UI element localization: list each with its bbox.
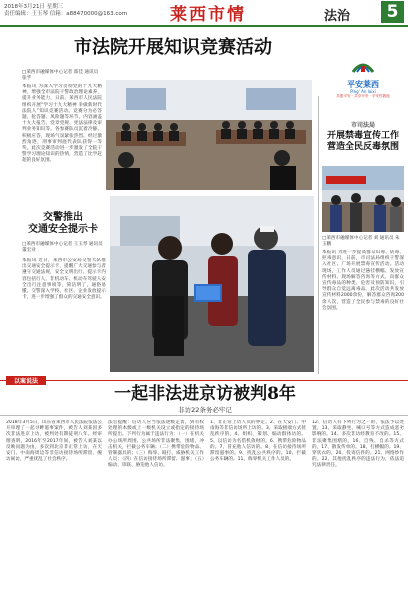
right-body: 本报讯 为进一步提高群众识毒、防毒、拒毒意识，日前，市司法局组织干警深入社区、广场开展禁毒宣传活动。活动现场，工作人员通过悬挂横幅、发放宣传材料、现场解答咨询等方式，向群众宣传毒品的种类、危害及预防知识，引导群众自觉远离毒品。此次活动共发放宣传材料2000余份，解答群众咨询200余人次，营造了全民参与禁毒的良好社会氛围。 <box>322 250 404 311</box>
traffic-photo <box>110 196 314 372</box>
lead-byline: □莱西市融媒体中心记者 邵佳 通讯员 张孚 <box>22 70 99 81</box>
section-name: 法治 <box>324 9 351 24</box>
lead-body: 本报讯 为深入学习贯彻党的十九大精神，增强全市法院干警政治理论素养，提升业务能力，日前，莱西市人民法院组织开展“学习十九大精神 争做新时代法院人”知识竞赛活动。竞赛分为必答题、抢答题、风险题等环节，内容涵盖十九大报告、党章党规、宪法法律及审判业务知识等。各参赛队员沉着冷静、积极应答，现场气氛紧张热烈。经过激烈角逐，刑事审判庭代表队获得一等奖。此次竞赛活动进一步激发了全院干警学习理论知识的热情，营造了比学赶超的良好氛围。 <box>22 84 102 164</box>
case-body-col3: 1、非正常上访人员的界定。2、在天安门、中南海等非信访场所上访的。3、采取极端方式扰乱秩序的。4、组织、策划、煽动群体访的。5、以信访为名借机敛财的。6、携带危险物品的。7、冒充他人信访的。8、在信访接待场所滞留滋事的。9、扰乱公共秩序的。10、拦截公务车辆的。11、侮辱机关工作人员的。 <box>210 420 306 463</box>
logo-pinyin: Ping' An laixi <box>350 89 376 94</box>
traffic-byline: □莱西市融媒体中心记者 王玉琴 通讯员 董宏业 <box>22 242 103 253</box>
right-headline-line3: 营造全民反毒氛围 <box>326 142 399 152</box>
traffic-headline-line2: 交通安全提示卡 <box>28 224 98 235</box>
logo-slogan: 共建平安 · 共享平安 · 平安你我他 <box>336 94 390 98</box>
case-subtitle: 非访22条务必牢记 <box>178 406 232 414</box>
right-headline-kicker: 市司法局 <box>350 122 375 129</box>
case-rule <box>0 415 408 416</box>
issue-date: 2018年3月21日 星期三 <box>4 4 64 10</box>
anti-drug-scene-image <box>322 166 404 232</box>
column-divider <box>318 96 319 374</box>
right-photo <box>322 166 404 232</box>
header-rule <box>0 25 408 27</box>
logo-title: 平安莱西 <box>347 80 379 89</box>
masthead <box>148 2 268 25</box>
case-body-col1: 2018年3月5日，山东省莱西市人民法院依法公开审理了一起寻衅滋事案件，被告人刘某因多次非法进京上访，被判处有期徒刑八年。经审理查明，2016年至2017年间，被告人刘某以反映问题为由，多次到北京非正常上访，在天安门、中南海周边等非信访接待场所滞留、缠访闹访，严重扰乱了社会秩序。 <box>6 420 102 463</box>
ping-an-emblem-icon <box>323 56 403 76</box>
competition-scene-image <box>106 80 312 190</box>
ping-an-laixi-logo <box>323 56 403 98</box>
section-tag: 以案说法 <box>6 376 46 385</box>
lead-headline: 市法院开展知识竞赛活动 <box>74 37 272 58</box>
section-rule <box>0 380 408 381</box>
right-byline: □莱西市融媒体中心记者 刘 通讯员 朱玉鹏 <box>322 236 400 247</box>
traffic-police-scene-image <box>110 196 314 372</box>
case-body-col4: 12、信访人有下列行为之一的，依法予以处置。13、采取静坐、喊口号等方式造成恶劣影响的。14、多次非访经教育不改的。15、非法聚集围堵的。16、自残、自杀等方式的。17、散发传单的。18、打横幅的。19、穿状衣的。20、投寄信件的。21、网络炒作的。22、其他扰乱秩序的违法行为，依法追究法律责任。 <box>312 420 404 469</box>
case-body-col2: 法官提醒：信访人应当依法逐级走访，到有权处理的本级或上一级机关设立或指定的接待场所提出。下列行为属于违法行为：（一）在机关办公场所周围、公共场所非法聚集，围堵、冲击机关，拦截公务车辆；（二）携带危险物品、管制器具的；（三）侮辱、殴打、威胁机关工作人员；（四）在信访接待场所滞留、滋事；（五）煽动、串联、胁迫他人信访。 <box>108 420 204 469</box>
masthead-title: 莱西市情 <box>170 4 246 25</box>
case-headline: 一起非法进京访被判8年 <box>114 384 296 404</box>
editor-line: 责任编辑：王玉琴 信箱：a88470000@163.com <box>4 11 128 17</box>
lead-photo <box>106 80 312 190</box>
right-headline-line2: 开展禁毒宣传工作 <box>326 131 399 141</box>
header-meta <box>4 4 134 18</box>
traffic-body: 本报讯 近日，莱西市公安局交警大队推出交通安全提示卡，提醒广大交通参与者遵守交通法规，安全文明出行。提示卡内容包括行人、非机动车、机动车驾驶人安全出行注意事项等，简洁明了，通俗易懂。交警深入学校、社区、企业发放提示卡，进一步增强了群众的交通安全意识。 <box>22 258 106 301</box>
traffic-headline-line1: 交警推出 <box>43 212 83 223</box>
page-number: 5 <box>381 1 404 23</box>
